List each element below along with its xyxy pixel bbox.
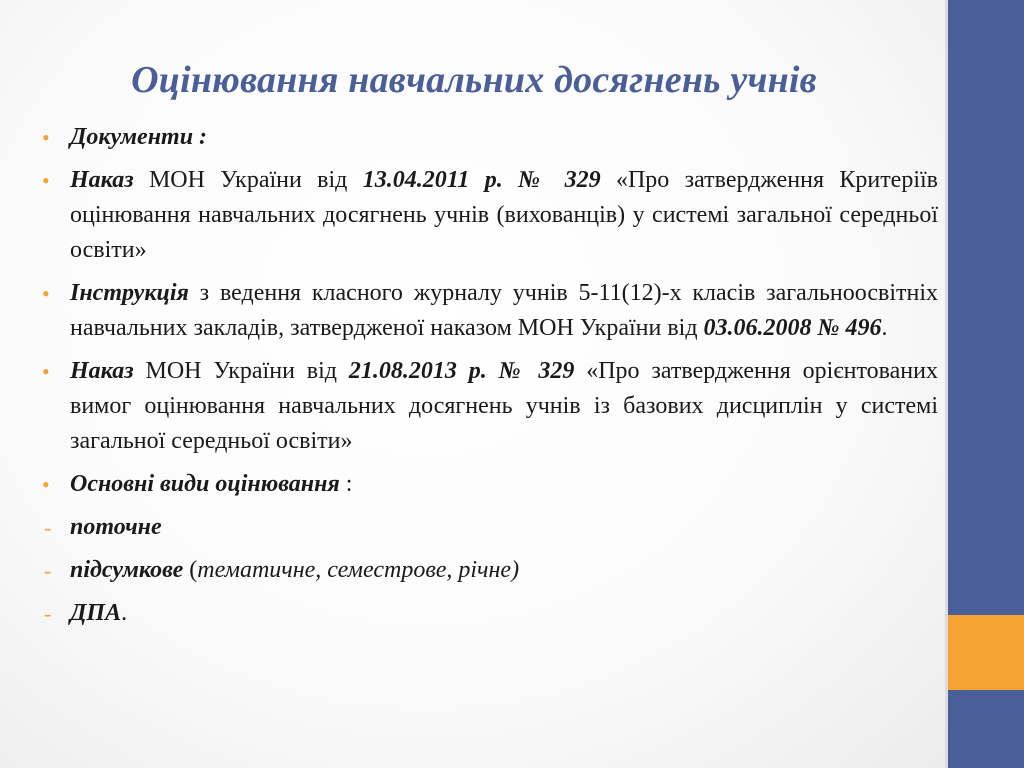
- dash-icon: -: [44, 558, 52, 583]
- item-text: з ведення класного журналу учнів 5-11(12)-х класів загальноосвітніх навчальних закладів, затвердженої наказом МОН України від: [70, 280, 938, 341]
- dash-icon: -: [44, 515, 52, 540]
- item-text: (: [183, 557, 198, 583]
- item-detail: тематичне, семестрове, річне): [197, 557, 520, 583]
- item-heading: Основні види оцінювання: [70, 471, 340, 497]
- list-item-order-2013: [42, 354, 938, 459]
- item-text: МОН України від: [133, 358, 349, 384]
- item-text: .: [881, 315, 888, 341]
- item-text: .: [121, 600, 128, 626]
- bullet-icon: •: [42, 472, 50, 497]
- item-text: МОН України від: [133, 167, 363, 193]
- item-reference: 21.08.2013 р. № 329: [348, 358, 575, 384]
- bullet-icon: •: [42, 168, 50, 193]
- list-item-documents: [42, 120, 938, 155]
- slide-content: [42, 120, 938, 639]
- item-lead: Інструкція: [70, 280, 189, 306]
- item-heading: ДПА: [70, 600, 122, 626]
- bullet-icon: •: [42, 281, 50, 306]
- item-text: «Про затвердження Критеріїв оцінювання навчальних досягнень учнів (вихованців) у системі загальної середньої освіти»: [70, 167, 938, 263]
- item-heading: підсумкове: [70, 557, 184, 583]
- sidebar-accent-block: [948, 615, 1024, 690]
- item-text: «Про затвердження орієнтованих вимог оцінювання навчальних досягнень учнів із базових дисциплін у системі загальної середньої освіти»: [70, 358, 938, 454]
- item-reference: 03.06.2008 № 496: [703, 315, 882, 341]
- item-reference: 13.04.2011 р. № 329: [362, 167, 601, 193]
- item-heading: Документи :: [70, 124, 208, 150]
- list-item-instruction-2008: [42, 276, 938, 346]
- dash-icon: -: [44, 601, 52, 626]
- bullet-icon: •: [42, 359, 50, 384]
- dash-item-dpa: [42, 596, 938, 631]
- item-heading: поточне: [70, 514, 162, 540]
- slide-title: Оцінювання навчальних досягнень учнів: [131, 59, 817, 101]
- bullet-icon: •: [42, 125, 50, 150]
- list-item-order-2011: [42, 163, 938, 268]
- item-text: :: [339, 471, 353, 497]
- list-item-assessment-types: [42, 467, 938, 502]
- item-lead: Наказ: [70, 167, 134, 193]
- dash-item-final: [42, 553, 938, 588]
- item-lead: Наказ: [70, 358, 134, 384]
- dash-item-current: [42, 510, 938, 545]
